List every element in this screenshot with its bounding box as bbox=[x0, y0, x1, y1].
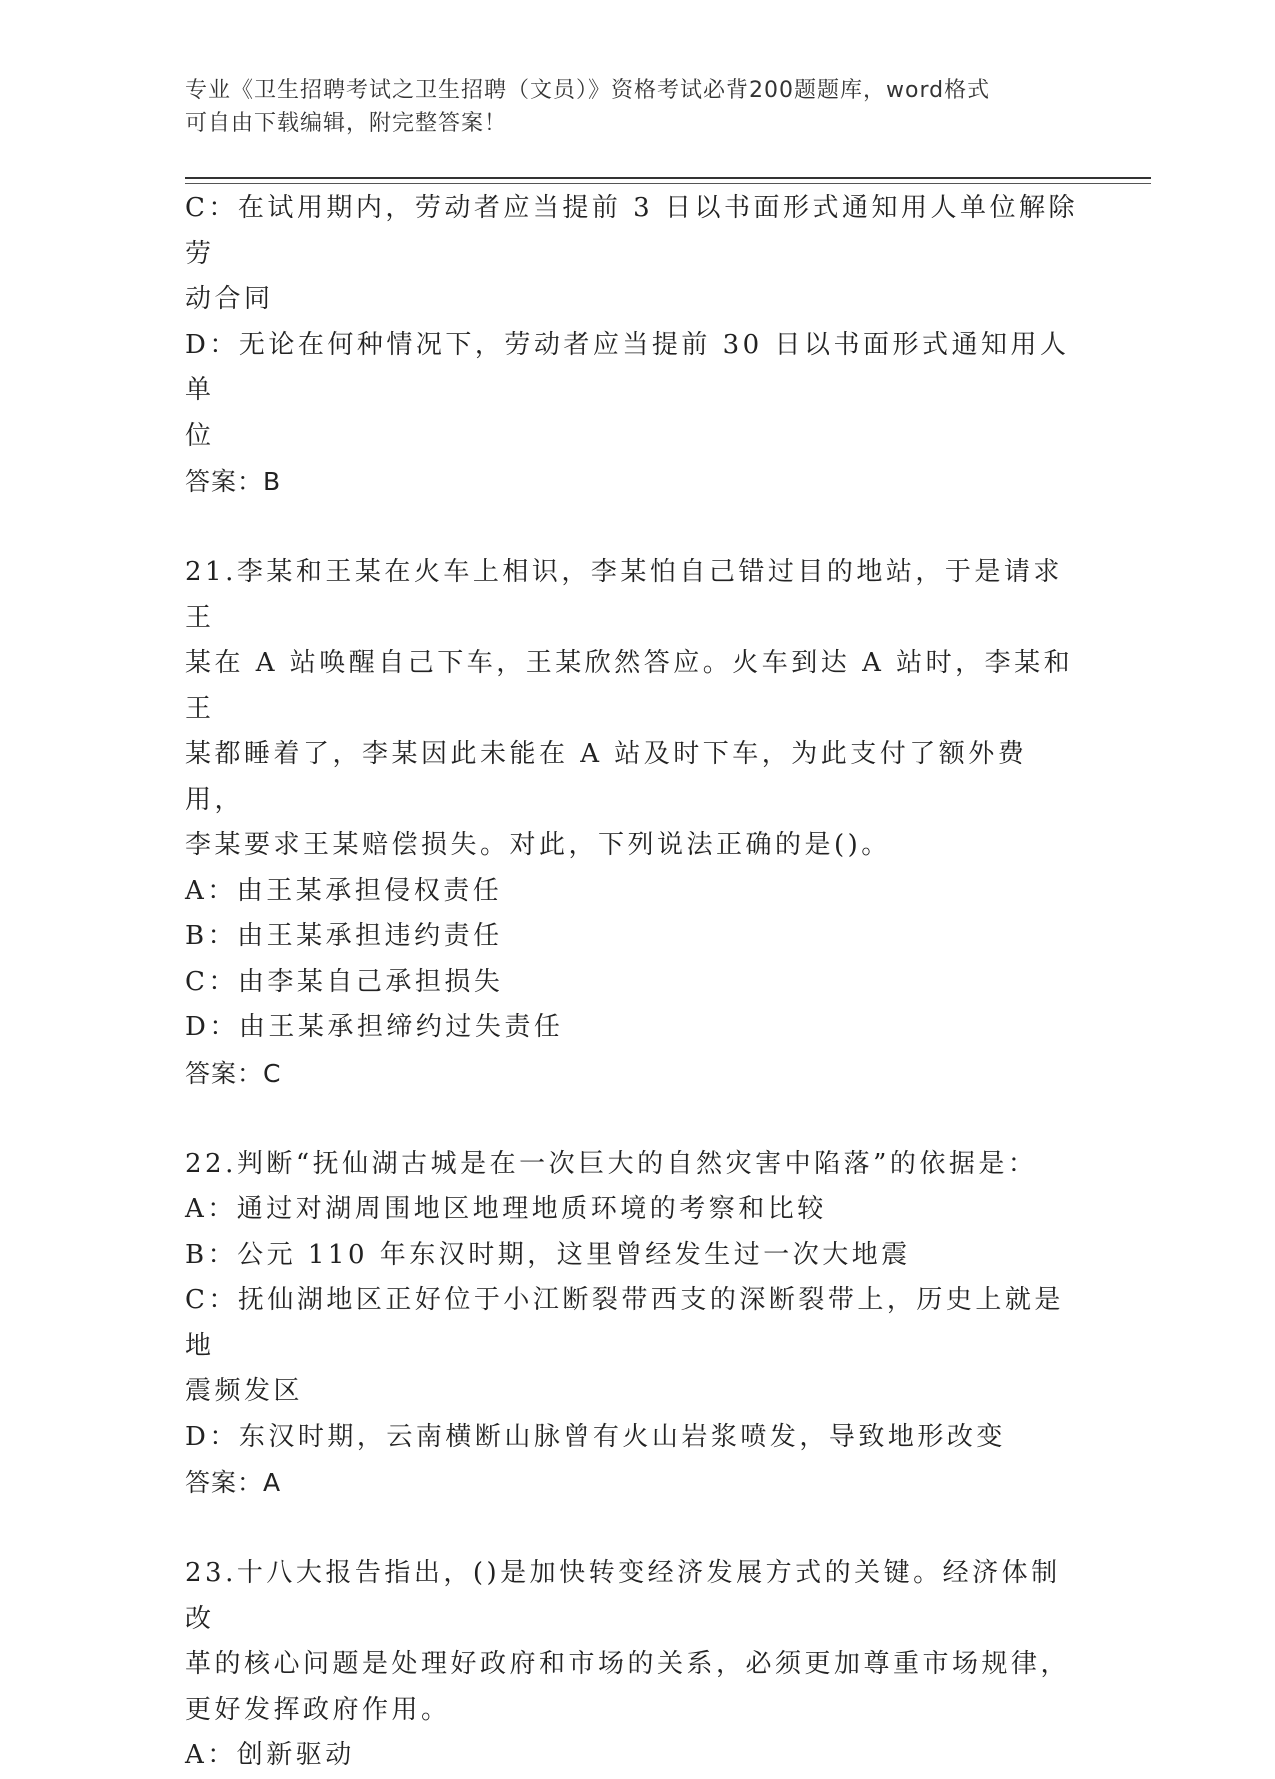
option-d-line: D：东汉时期，云南横断山脉曾有火山岩浆喷发，导致地形改变 bbox=[185, 1421, 1006, 1452]
option-c-line: 震频发区 bbox=[185, 1376, 304, 1406]
question-22 bbox=[185, 1142, 1085, 1506]
option-c-line: C：由李某自己承担损失 bbox=[185, 966, 504, 997]
question-stem-line: 22.判断“抚仙湖古城是在一次巨大的自然灾害中陷落”的依据是： bbox=[185, 1148, 1038, 1179]
question-stem-line: 21.李某和王某在火车上相识，李某怕自己错过目的地站，于是请求王 bbox=[185, 557, 1063, 633]
option-a-line: A：通过对湖周围地区地理地质环境的考察和比较 bbox=[185, 1194, 827, 1224]
header-divider-thick bbox=[185, 177, 1151, 179]
option-a-line: A：由王某承担侵权责任 bbox=[185, 875, 503, 906]
question-21 bbox=[185, 550, 1085, 1096]
question-stem-line: 更好发挥政府作用。 bbox=[185, 1694, 451, 1725]
question-list bbox=[185, 186, 1085, 1779]
question-stem-line: 某都睡着了，李某因此未能在 A 站及时下车，为此支付了额外费用， bbox=[185, 739, 1028, 815]
question-stem-line: 革的核心问题是处理好政府和市场的关系，必须更加尊重市场规律， bbox=[185, 1649, 1071, 1679]
option-c-line: 动合同 bbox=[185, 284, 274, 314]
question-stem-line: 李某要求王某赔偿损失。对此，下列说法正确的是()。 bbox=[185, 830, 891, 860]
option-b-line: B：由王某承担违约责任 bbox=[185, 921, 503, 951]
question-spacer bbox=[185, 1096, 1085, 1142]
header-divider-thin bbox=[185, 183, 1151, 184]
question-23 bbox=[185, 1551, 1085, 1779]
question-spacer bbox=[185, 505, 1085, 551]
option-c-line: C：在试用期内，劳动者应当提前 3 日以书面形式通知用人单位解除劳 bbox=[185, 193, 1078, 269]
option-d-line: D：无论在何种情况下，劳动者应当提前 30 日以书面形式通知用人单 bbox=[185, 329, 1070, 405]
document-header bbox=[185, 74, 1065, 140]
question-spacer bbox=[185, 1506, 1085, 1552]
question-20-continued bbox=[185, 186, 1085, 505]
option-c-line: C：抚仙湖地区正好位于小江断裂带西支的深断裂带上，历史上就是地 bbox=[185, 1285, 1064, 1361]
answer-line: 答案：A bbox=[185, 1468, 282, 1497]
header-title-line-1: 专业《卫生招聘考试之卫生招聘（文员）》资格考试必背200题题库，word格式 bbox=[185, 78, 991, 103]
question-stem-line: 23.十八大报告指出，()是加快转变经济发展方式的关键。经济体制改 bbox=[185, 1558, 1061, 1634]
header-title-line-2: 可自由下载编辑，附完整答案！ bbox=[185, 111, 508, 136]
option-a-line: A：创新驱动 bbox=[185, 1740, 355, 1770]
question-stem-line: 某在 A 站唤醒自己下车，王某欣然答应。火车到达 A 站时，李某和王 bbox=[185, 648, 1074, 724]
answer-line: 答案：C bbox=[185, 1058, 282, 1088]
answer-line: 答案：B bbox=[185, 467, 282, 496]
option-d-line: D：由王某承担缔约过失责任 bbox=[185, 1012, 564, 1042]
option-b-line: B：公元 110 年东汉时期，这里曾经发生过一次大地震 bbox=[185, 1239, 911, 1270]
option-d-line: 位 bbox=[185, 420, 215, 451]
